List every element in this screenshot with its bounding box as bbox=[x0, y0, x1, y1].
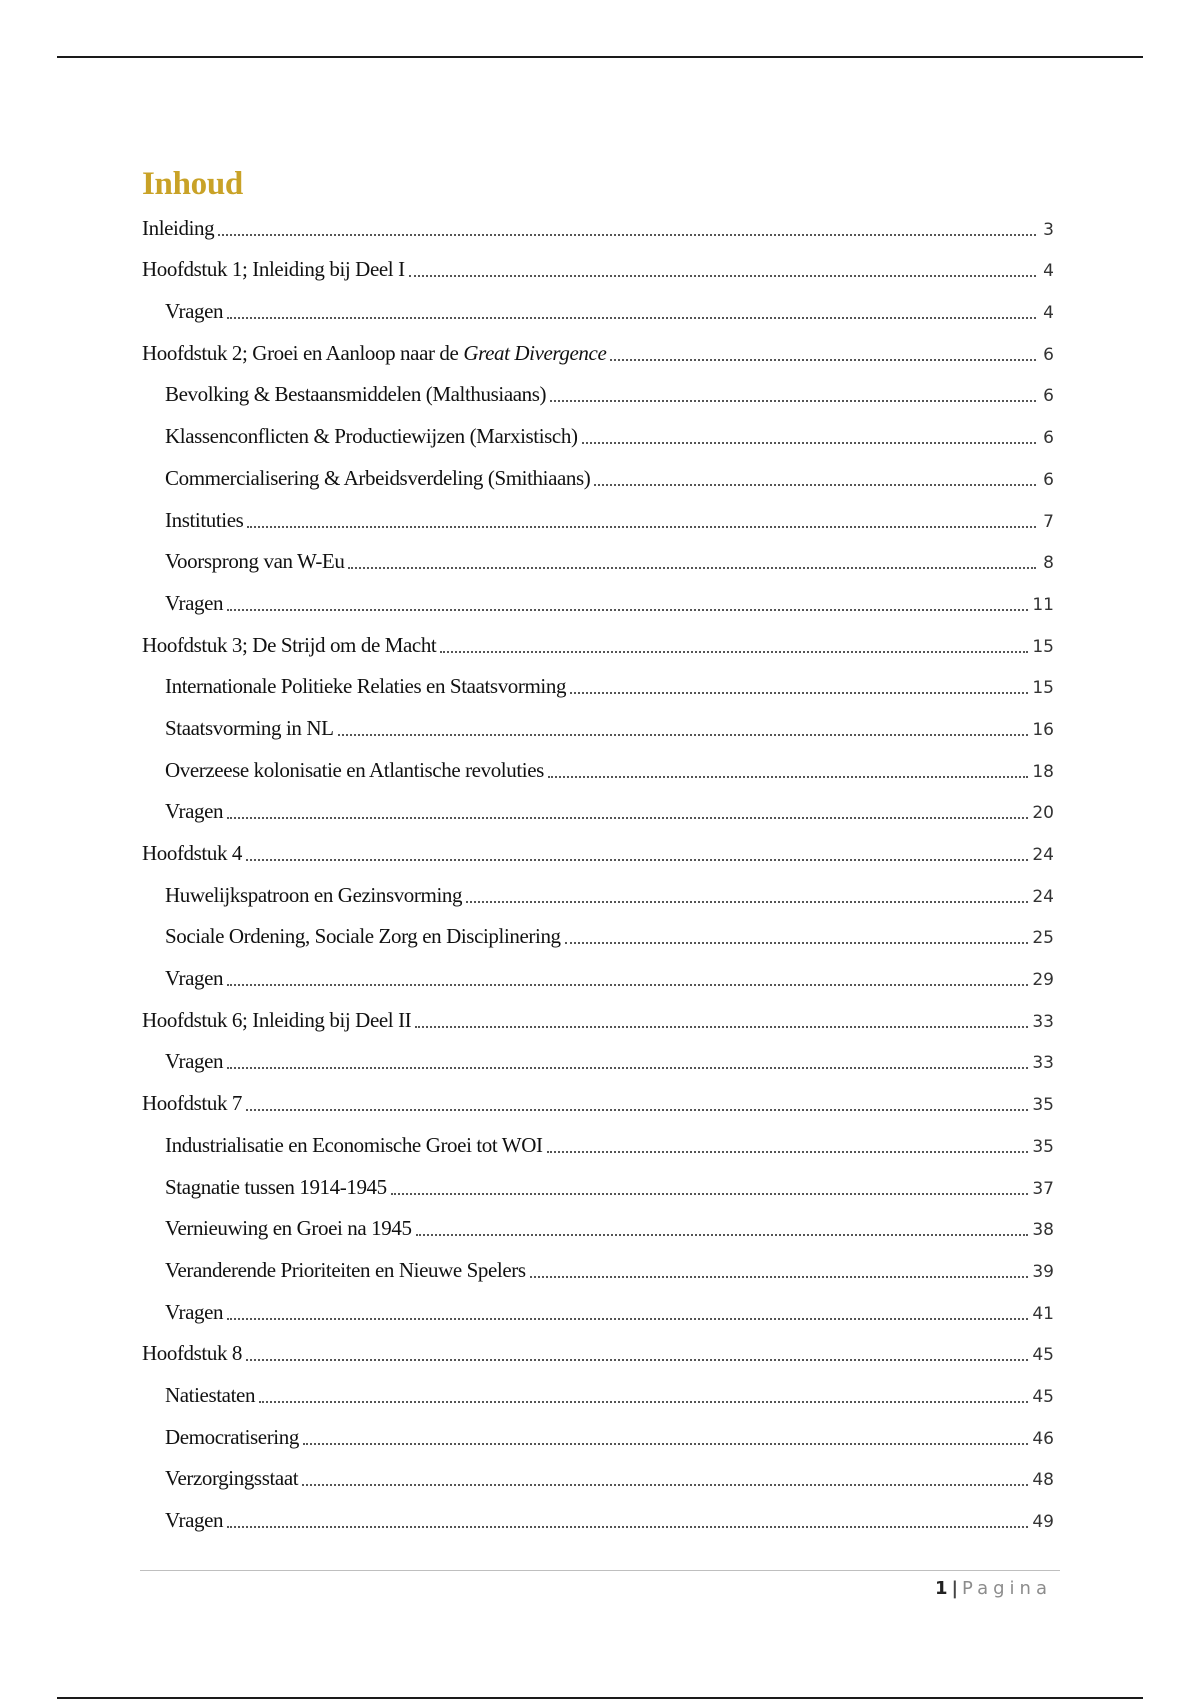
toc-entry-page-number: 7 bbox=[1043, 511, 1054, 532]
toc-entry-title: Vragen bbox=[165, 1049, 224, 1074]
toc-entry-page-number: 38 bbox=[1032, 1220, 1054, 1241]
page-top-border bbox=[57, 56, 1143, 58]
toc-entry-section[interactable] bbox=[142, 874, 1054, 916]
toc-entry-page-number: 41 bbox=[1032, 1303, 1054, 1324]
toc-entry-title: Staatsvorming in NL bbox=[165, 715, 334, 740]
toc-entry-section[interactable] bbox=[142, 666, 1054, 708]
toc-entry-title: Vragen bbox=[165, 966, 224, 991]
toc-entry-title: Hoofdstuk 8 bbox=[142, 1341, 243, 1366]
toc-entry-page-number: 24 bbox=[1032, 886, 1054, 907]
toc-title: Inhoud bbox=[142, 166, 243, 202]
toc-entry-page-number: 46 bbox=[1032, 1428, 1054, 1449]
toc-entry-section[interactable] bbox=[142, 374, 1054, 416]
toc-entry-section[interactable] bbox=[142, 707, 1054, 749]
toc-dot-leader bbox=[227, 609, 1028, 611]
toc-entry-section[interactable] bbox=[142, 1208, 1054, 1250]
toc-entry-section[interactable] bbox=[142, 415, 1054, 457]
toc-dot-leader bbox=[530, 1276, 1029, 1278]
toc-entry-chapter[interactable] bbox=[142, 624, 1054, 666]
toc-dot-leader bbox=[259, 1401, 1028, 1403]
toc-dot-leader bbox=[246, 1109, 1028, 1111]
toc-entry-title: Vragen bbox=[165, 1508, 224, 1532]
toc-entry-title: Vragen bbox=[165, 590, 224, 615]
toc-entry-chapter[interactable] bbox=[142, 1333, 1054, 1375]
toc-entry-page-number: 11 bbox=[1032, 594, 1054, 615]
toc-entry-section[interactable] bbox=[142, 1499, 1054, 1541]
page-bottom-border bbox=[57, 1697, 1143, 1699]
page-footer bbox=[900, 1578, 1052, 1600]
toc-entry-title-italic: Great Divergence bbox=[463, 340, 607, 365]
toc-entry-page-number: 3 bbox=[1043, 219, 1054, 240]
toc-dot-leader bbox=[565, 942, 1029, 944]
toc-entry-title: Instituties bbox=[165, 507, 244, 532]
toc-entry-chapter[interactable] bbox=[142, 207, 1054, 249]
toc-dot-leader bbox=[416, 1234, 1029, 1236]
toc-entry-title: Vernieuwing en Groei na 1945 bbox=[165, 1216, 412, 1241]
toc-entry-title: Inleiding bbox=[142, 215, 215, 240]
toc-entry-title: Hoofdstuk 1; Inleiding bij Deel I bbox=[142, 257, 405, 282]
toc-dot-leader bbox=[218, 234, 1036, 236]
toc-dot-leader bbox=[466, 901, 1028, 903]
toc-entry-page-number: 48 bbox=[1032, 1470, 1054, 1491]
toc-entry-title: Hoofdstuk 2; Groei en Aanloop naar de Great Divergence bbox=[142, 340, 607, 365]
toc-dot-leader bbox=[610, 359, 1036, 361]
toc-entry-page-number: 6 bbox=[1043, 469, 1054, 490]
toc-entry-page-number: 18 bbox=[1032, 761, 1054, 782]
toc-dot-leader bbox=[415, 1026, 1028, 1028]
toc-entry-section[interactable] bbox=[142, 957, 1054, 999]
toc-entry-page-number: 35 bbox=[1032, 1136, 1054, 1157]
toc-entry-page-number: 37 bbox=[1032, 1178, 1054, 1199]
toc-dot-leader bbox=[570, 692, 1028, 694]
toc-entry-page-number: 24 bbox=[1032, 845, 1054, 865]
toc-entry-chapter[interactable] bbox=[142, 249, 1054, 291]
toc-dot-leader bbox=[247, 526, 1036, 528]
toc-dot-leader bbox=[440, 651, 1028, 653]
toc-entry-title: Natiestaten bbox=[165, 1382, 256, 1407]
toc-entry-section[interactable] bbox=[142, 1416, 1054, 1458]
toc-entry-title: Industrialisatie en Economische Groei tot WOI bbox=[165, 1132, 543, 1157]
toc-entry-page-number: 35 bbox=[1032, 1095, 1054, 1116]
toc-entry-title: Commercialisering & Arbeidsverdeling (Smithiaans) bbox=[165, 465, 591, 490]
toc-entry-section[interactable] bbox=[142, 290, 1054, 332]
toc-entry-section[interactable] bbox=[142, 1166, 1054, 1208]
toc-entry-title: Voorsprong van W-Eu bbox=[165, 549, 345, 574]
toc-dot-leader bbox=[303, 1443, 1028, 1445]
toc-dot-leader bbox=[227, 1318, 1028, 1320]
toc-entry-page-number: 8 bbox=[1043, 553, 1054, 574]
toc-entry-page-number: 20 bbox=[1032, 803, 1054, 824]
footer-page-number: 1 bbox=[934, 1578, 948, 1599]
toc-entry-page-number: 45 bbox=[1032, 1345, 1054, 1366]
toc-entry-section[interactable] bbox=[142, 1041, 1054, 1083]
toc-entry-chapter[interactable] bbox=[142, 332, 1054, 374]
toc-entry-section[interactable] bbox=[142, 457, 1054, 499]
toc-entry-section[interactable] bbox=[142, 1291, 1054, 1333]
footer-separator: | bbox=[951, 1578, 959, 1599]
toc-dot-leader bbox=[227, 817, 1028, 819]
toc-entry-section[interactable] bbox=[142, 499, 1054, 541]
toc-entry-section[interactable] bbox=[142, 791, 1054, 833]
toc-entry-title: Overzeese kolonisatie en Atlantische revoluties bbox=[165, 757, 544, 782]
toc-entry-page-number: 6 bbox=[1043, 386, 1054, 407]
table-of-contents bbox=[142, 207, 1054, 1541]
toc-entry-page-number: 15 bbox=[1032, 678, 1054, 699]
toc-dot-leader bbox=[582, 442, 1036, 444]
toc-entry-title: Internationale Politieke Relaties en Staatsvorming bbox=[165, 674, 567, 699]
toc-entry-section[interactable] bbox=[142, 1124, 1054, 1166]
toc-dot-leader bbox=[338, 734, 1029, 736]
toc-entry-title: Vragen bbox=[165, 299, 224, 324]
toc-entry-chapter[interactable] bbox=[142, 1082, 1054, 1124]
toc-entry-page-number: 16 bbox=[1032, 719, 1054, 740]
toc-entry-page-number: 4 bbox=[1043, 261, 1054, 282]
toc-entry-chapter[interactable] bbox=[142, 999, 1054, 1041]
toc-dot-leader bbox=[550, 400, 1036, 402]
toc-entry-title: Hoofdstuk 3; De Strijd om de Macht bbox=[142, 632, 437, 657]
toc-entry-page-number: 6 bbox=[1043, 428, 1054, 449]
toc-entry-title: Vragen bbox=[165, 799, 224, 824]
toc-entry-page-number: 39 bbox=[1032, 1261, 1054, 1282]
toc-dot-leader bbox=[547, 1151, 1029, 1153]
toc-entry-page-number: 33 bbox=[1032, 1011, 1054, 1032]
footer-divider bbox=[140, 1570, 1060, 1571]
toc-entry-section[interactable] bbox=[142, 1249, 1054, 1291]
toc-entry-title: Hoofdstuk 4 bbox=[142, 841, 243, 865]
toc-dot-leader bbox=[391, 1193, 1029, 1195]
toc-entry-title: Vragen bbox=[165, 1299, 224, 1324]
toc-entry-title: Hoofdstuk 7 bbox=[142, 1091, 243, 1116]
toc-entry-chapter[interactable] bbox=[142, 832, 1054, 874]
toc-entry-page-number: 6 bbox=[1043, 344, 1054, 365]
toc-entry-section[interactable] bbox=[142, 1374, 1054, 1416]
toc-entry-title: Bevolking & Bestaansmiddelen (Malthusiaans) bbox=[165, 382, 547, 407]
toc-dot-leader bbox=[227, 1526, 1028, 1528]
toc-entry-section[interactable] bbox=[142, 541, 1054, 583]
toc-entry-title: Verzorgingsstaat bbox=[165, 1466, 299, 1491]
toc-entry-page-number: 15 bbox=[1032, 636, 1054, 657]
toc-entry-title: Veranderende Prioriteiten en Nieuwe Spelers bbox=[165, 1257, 526, 1282]
toc-entry-section[interactable] bbox=[142, 749, 1054, 791]
toc-entry-title: Stagnatie tussen 1914-1945 bbox=[165, 1174, 387, 1199]
toc-dot-leader bbox=[227, 317, 1036, 319]
toc-entry-title: Democratisering bbox=[165, 1424, 299, 1449]
toc-entry-page-number: 49 bbox=[1032, 1512, 1054, 1532]
toc-entry-page-number: 29 bbox=[1032, 970, 1054, 991]
toc-dot-leader bbox=[246, 859, 1028, 861]
toc-dot-leader bbox=[548, 776, 1028, 778]
toc-entry-page-number: 25 bbox=[1032, 928, 1054, 949]
toc-entry-section[interactable] bbox=[142, 916, 1054, 958]
toc-entry-page-number: 33 bbox=[1032, 1053, 1054, 1074]
toc-entry-title: Sociale Ordening, Sociale Zorg en Disciplinering bbox=[165, 924, 561, 949]
toc-dot-leader bbox=[227, 984, 1028, 986]
toc-dot-leader bbox=[594, 484, 1036, 486]
toc-entry-page-number: 45 bbox=[1032, 1386, 1054, 1407]
toc-entry-title: Klassenconflicten & Productiewijzen (Marxistisch) bbox=[165, 424, 578, 449]
toc-entry-section[interactable] bbox=[142, 1458, 1054, 1500]
footer-page-label: Pagina bbox=[962, 1578, 1052, 1599]
toc-entry-section[interactable] bbox=[142, 582, 1054, 624]
toc-dot-leader bbox=[246, 1359, 1028, 1361]
toc-entry-title: Hoofdstuk 6; Inleiding bij Deel II bbox=[142, 1007, 412, 1032]
toc-entry-title: Huwelijkspatroon en Gezinsvorming bbox=[165, 882, 463, 907]
toc-entry-page-number: 4 bbox=[1043, 303, 1054, 324]
toc-dot-leader bbox=[409, 275, 1036, 277]
toc-dot-leader bbox=[302, 1484, 1028, 1486]
toc-dot-leader bbox=[348, 567, 1036, 569]
toc-dot-leader bbox=[227, 1067, 1028, 1069]
